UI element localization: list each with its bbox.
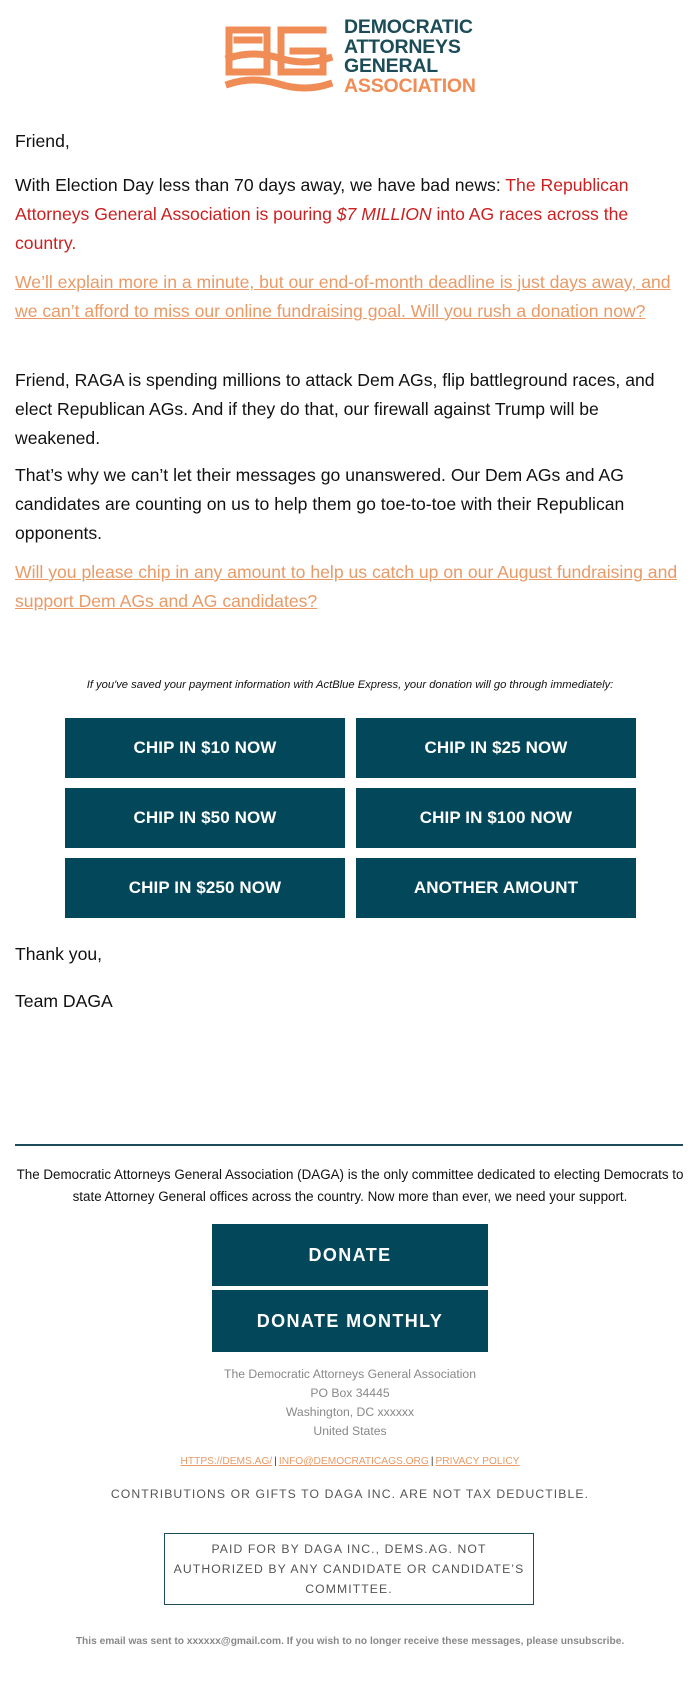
address-country: United States: [313, 1424, 387, 1438]
intro-red-b: into AG races across the country.: [15, 204, 629, 253]
chip-in-50-button[interactable]: CHIP IN $50 NOW: [65, 788, 345, 848]
footer-links: [0, 1456, 700, 1467]
intro-red-a: The Republican Attorneys General Association is pouring: [15, 175, 629, 224]
footer-about: The Democratic Attorneys General Association (DAGA) is the only committee dedicated to electing Democrats to state Attorney General offices across the country. Now more than ever, we need your support.: [16, 1167, 684, 1204]
logo-line-democratic: DEMOCRATIC: [344, 16, 473, 38]
email-link[interactable]: INFO@DEMOCRATICAGS.ORG: [278, 1456, 429, 1467]
tax-deductible-note: CONTRIBUTIONS OR GIFTS TO DAGA INC. ARE NOT TAX DEDUCTIBLE.: [110, 1487, 590, 1501]
link-separator: |: [274, 1456, 277, 1467]
messages-paragraph: That’s why we can’t let their messages go unanswered. Our Dem AGs and AG candidates are counting on us to help them go toe-to-toe with their Republican opponents.: [15, 465, 625, 543]
intro-red-amount: $7 MILLION: [336, 204, 432, 224]
footer-divider: [15, 1144, 683, 1146]
another-amount-button[interactable]: ANOTHER AMOUNT: [356, 858, 636, 918]
daga-logo-mark-icon: [223, 14, 335, 94]
logo-line-association: ASSOCIATION: [344, 74, 476, 97]
address-city: Washington, DC xxxxxx: [285, 1405, 415, 1419]
chip-in-25-button[interactable]: CHIP IN $25 NOW: [356, 718, 636, 778]
logo-line-general: GENERAL: [344, 55, 438, 77]
intro-paragraph: [15, 171, 680, 258]
logo-line-attorneys: ATTORNEYS: [344, 35, 461, 58]
donate-button[interactable]: DONATE: [212, 1224, 488, 1286]
thanks-line: Thank you,: [15, 944, 103, 964]
paid-for-text: PAID FOR BY DAGA INC., DEMS.AG. NOT AUTHORIZED BY ANY CANDIDATE OR CANDIDATE’S COMMITTEE.: [173, 1542, 525, 1596]
chip-in-250-button[interactable]: CHIP IN $250 NOW: [65, 858, 345, 918]
raga-paragraph: Friend, RAGA is spending millions to attack Dem AGs, flip battleground races, and elect Republican AGs. And if they do that, our firewall against Trump will be weakened.: [15, 370, 655, 448]
mailing-address: [0, 1365, 700, 1441]
greeting: Friend,: [15, 131, 70, 151]
deadline-donate-link[interactable]: We’ll explain more in a minute, but our end-of-month deadline is just days away, and we can’t afford to miss our online fundraising goal. Will you rush a donation now?: [15, 272, 671, 321]
donate-monthly-button[interactable]: DONATE MONTHLY: [212, 1290, 488, 1352]
daga-logo: [223, 14, 483, 102]
intro-lead: With Election Day less than 70 days away, we have bad news:: [15, 175, 506, 195]
logo-wordmark: [344, 18, 504, 96]
address-pobox: PO Box 34445: [310, 1386, 390, 1400]
privacy-policy-link[interactable]: PRIVACY POLICY: [435, 1456, 520, 1467]
website-link[interactable]: HTTPS://DEMS.AG/: [180, 1456, 273, 1467]
address-org: The Democratic Attorneys General Association: [224, 1367, 476, 1381]
deadline-link-paragraph: [15, 268, 680, 326]
chip-in-donate-link[interactable]: Will you please chip in any amount to help us catch up on our August fundraising and support Dem AGs and AG candidates?: [15, 562, 678, 611]
chip-in-10-button[interactable]: CHIP IN $10 NOW: [65, 718, 345, 778]
chip-link-paragraph: [15, 558, 680, 616]
unsubscribe-note: This email was sent to xxxxxx@gmail.com. If you wish to no longer receive these messages, please unsubscribe.: [75, 1636, 625, 1647]
signature: Team DAGA: [15, 991, 113, 1011]
paid-for-disclaimer: [164, 1533, 534, 1605]
chip-in-100-button[interactable]: CHIP IN $100 NOW: [356, 788, 636, 848]
link-separator: |: [430, 1456, 434, 1467]
actblue-express-note: If you've saved your payment information with ActBlue Express, your donation will go through immediately:: [86, 679, 614, 691]
